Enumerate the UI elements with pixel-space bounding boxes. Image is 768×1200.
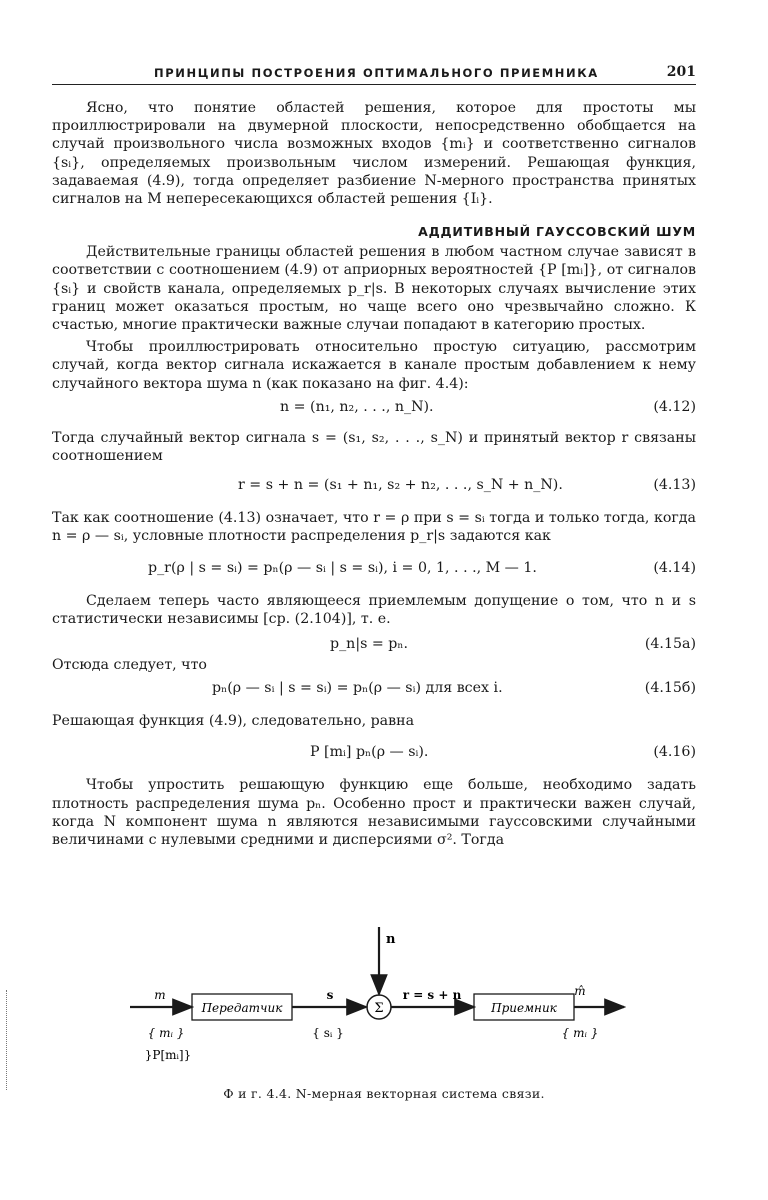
- input-label: m: [154, 988, 166, 1002]
- sum-symbol: Σ: [374, 1001, 384, 1016]
- paragraph-8: Решающая функция (4.9), следовательно, равна: [52, 713, 415, 730]
- input-prior: }P[mᵢ]}: [144, 1048, 192, 1062]
- receiver-label: Приемник: [491, 1001, 557, 1015]
- equation-4-15a: [52, 632, 696, 656]
- equation-4-15b: [52, 676, 696, 700]
- received-label: r = s + n: [402, 988, 462, 1002]
- input-set: { mᵢ }: [147, 1026, 185, 1040]
- section-heading: АДДИТИВНЫЙ ГАУССОВСКИЙ ШУМ: [418, 224, 696, 240]
- figure-4-4-diagram: [130, 925, 630, 1075]
- equation-number: (4.15б): [644, 680, 696, 697]
- paragraph-7: Отсюда следует, что: [52, 657, 207, 674]
- scan-margin-mark: [6, 990, 8, 1090]
- equation-number: (4.14): [653, 559, 696, 576]
- equation-body: pₙ(ρ — sᵢ | s = sᵢ) = pₙ(ρ — sᵢ) для всех i.: [212, 680, 503, 697]
- running-header-title: ПРИНЦИПЫ ПОСТРОЕНИЯ ОПТИМАЛЬНОГО ПРИЕМНИКА: [154, 66, 599, 80]
- equation-number: (4.16): [653, 744, 696, 761]
- equation-body: r = s + n = (s₁ + n₁, s₂ + n₂, . . ., s_N + n_N).: [238, 477, 563, 494]
- page-number: 201: [666, 64, 696, 80]
- equation-number: (4.15а): [644, 636, 696, 653]
- equation-body: n = (n₁, n₂, . . ., n_N).: [280, 398, 434, 415]
- equation-body: p_n|s = pₙ.: [330, 636, 409, 653]
- equation-body: p_r(ρ | s = sᵢ) = pₙ(ρ — sᵢ | s = sᵢ), i = 0, 1, . . ., M — 1.: [148, 559, 537, 576]
- paragraph-6: Сделаем теперь часто являющееся приемлемым допущение о том, что n и s статистически независимы [ср. (2.104)], т. е.: [52, 592, 696, 627]
- equation-number: (4.12): [653, 398, 696, 415]
- paragraph-3: Чтобы проиллюстрировать относительно простую ситуацию, рассмотрим случай, когда вектор сигнала искажается в канале простым добавлением к нему случайного вектора шума n (как показано на фиг. 4.4):: [52, 339, 696, 392]
- page-content: [52, 58, 696, 849]
- output-label: m̂: [574, 984, 586, 998]
- paragraph-4: Тогда случайный вектор сигнала s = (s₁, s₂, . . ., s_N) и принятый вектор r связаны соотношением: [52, 429, 696, 465]
- paragraph-5: Так как соотношение (4.13) означает, что r = ρ при s = sᵢ тогда и только тогда, когда n = ρ — sᵢ, условные плотности распределения p_r|s задаются как: [52, 510, 696, 545]
- paragraph-1: Ясно, что понятие областей решения, которое для простоты мы проиллюстрировали на двумерной плоскости, непосредственно обобщается на случай произвольного числа возможных входов {mᵢ} и соответственно сигналов {sᵢ}, определяемых произвольным числом измерений. Решающая функция, задаваемая (4.9), тогда определяет разбиение N-мерного пространства принятых сигналов на M непересекающихся областей решения {Iᵢ}.: [52, 100, 696, 208]
- equation-number: (4.13): [653, 477, 696, 494]
- equation-4-13: [52, 473, 696, 497]
- running-header: [52, 58, 696, 85]
- figure-caption: Ф и г. 4.4. N-мерная векторная система связи.: [223, 1086, 545, 1101]
- equation-4-12: [52, 395, 696, 419]
- signal-label: s: [326, 988, 334, 1002]
- equation-4-14: [52, 556, 696, 580]
- output-set: { mᵢ }: [561, 1026, 599, 1040]
- noise-label: n: [386, 932, 396, 947]
- signal-set: { sᵢ }: [312, 1026, 344, 1040]
- equation-body: P [mᵢ] pₙ(ρ — sᵢ).: [310, 744, 429, 761]
- paragraph-9: Чтобы упростить решающую функцию еще больше, необходимо задать плотность распределения шума pₙ. Особенно прост и практически важен случай, когда N компонент шума n являются независимыми гауссовскими случайными величинами с нулевыми средними и дисперсиями σ². Тогда: [52, 777, 696, 849]
- transmitter-label: Передатчик: [201, 1001, 283, 1015]
- paragraph-2: Действительные границы областей решения в любом частном случае зависят в соответствии с соотношением (4.9) от априорных вероятностей {P [mᵢ]}, от сигналов {sᵢ} и свойств канала, определяемых p_r|s. В некоторых случаях вычисление этих границ может оказаться простым, но чаще всего оно чрезвычайно сложно. К счастью, многие практически важные случаи попадают в категорию простых.: [52, 244, 696, 334]
- equation-4-16: [52, 740, 696, 764]
